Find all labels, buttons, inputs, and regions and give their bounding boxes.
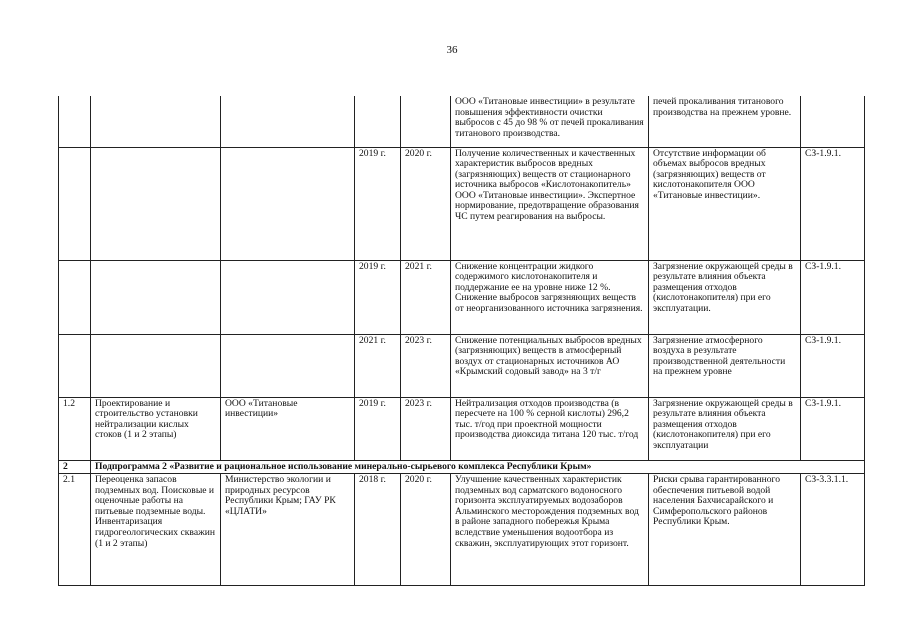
table-row: [59, 260, 865, 334]
cell-end: 2023 г.: [401, 397, 451, 460]
cell-risk: Загрязнение атмосферного воздуха в результате производственной деятельности на прежнем уровне: [649, 334, 801, 397]
cell-end: 2021 г.: [401, 260, 451, 334]
page-number: 36: [446, 44, 458, 56]
subprogram-row: [59, 460, 865, 474]
cell-executor: ООО «Титановые инвестиции»: [221, 397, 355, 460]
cell-risk: Риски срыва гарантированного обеспечения питьевой водой населения Бахчисарайского и Симферопольского районов Республики Крым.: [649, 474, 801, 586]
cell-num: [59, 334, 91, 397]
cell-start: [355, 96, 401, 147]
cell-code: СЗ-1.9.1.: [801, 334, 865, 397]
cell-name: [91, 260, 221, 334]
cell-num: [59, 260, 91, 334]
cell-executor: Министерство экологии и природных ресурсов Республики Крым; ГАУ РК «ЦЛАТИ»: [221, 474, 355, 586]
table-row: [59, 334, 865, 397]
cell-start: 2019 г.: [355, 260, 401, 334]
cell-result: Получение количественных и качественных характеристик выбросов вредных (загрязняющих) веществ от стационарного источника выбросов «Кислотонакопитель» ООО «Титановые инвестиции». Экспертное нормирование, предотвращение образования ЧС путем реагирования на выбросы.: [451, 147, 649, 260]
table-row: [59, 96, 865, 147]
cell-executor: [221, 96, 355, 147]
table-row: [59, 397, 865, 460]
subprogram-num: 2: [59, 460, 91, 474]
table-row: [59, 147, 865, 260]
cell-start: 2019 г.: [355, 147, 401, 260]
cell-end: 2020 г.: [401, 147, 451, 260]
cell-risk: печей прокаливания титанового производства на прежнем уровне.: [649, 96, 801, 147]
cell-name: [91, 334, 221, 397]
table-row: [59, 474, 865, 586]
cell-name: Переоценка запасов подземных вод. Поисковые и оценочные работы на питьевые подземные воды. Инвентаризация гидрогеологических скважин (1 и 2 этапы): [91, 474, 221, 586]
cell-executor: [221, 260, 355, 334]
cell-name: Проектирование и строительство установки нейтрализации кислых стоков (1 и 2 этапы): [91, 397, 221, 460]
cell-risk: Загрязнение окружающей среды в результате влияния объекта размещения отходов (кислотонакопителя) при его эксплуатации.: [649, 260, 801, 334]
cell-start: 2019 г.: [355, 397, 401, 460]
cell-start: 2018 г.: [355, 474, 401, 586]
cell-code: СЗ-1.9.1.: [801, 260, 865, 334]
cell-result: ООО «Титановые инвестиции» в результате повышения эффективности очистки выбросов с 45 до 98 % от печей прокаливания титанового производства.: [451, 96, 649, 147]
cell-risk: Отсутствие информации об объемах выбросов вредных (загрязняющих) веществ от кислотонакопителя ООО «Титановые инвестиции».: [649, 147, 801, 260]
cell-num: [59, 96, 91, 147]
cell-code: СЗ-1.9.1.: [801, 147, 865, 260]
cell-code: [801, 96, 865, 147]
cell-num: 1.2: [59, 397, 91, 460]
measures-table: [58, 96, 865, 586]
cell-num: [59, 147, 91, 260]
cell-start: 2021 г.: [355, 334, 401, 397]
cell-code: СЗ-3.3.1.1.: [801, 474, 865, 586]
cell-risk: Загрязнение окружающей среды в результате влияния объекта размещения отходов (кислотонакопителя) при его эксплуатации: [649, 397, 801, 460]
cell-result: Снижение концентрации жидкого содержимого кислотонакопителя и поддержание ее на уровне ниже 12 %. Снижение выбросов загрязняющих веществ от неорганизованного источника загрязнения.: [451, 260, 649, 334]
subprogram-title: Подпрограмма 2 «Развитие и рациональное использование минерально-сырьевого комплекса Республики Крым»: [91, 460, 865, 474]
cell-result: Нейтрализация отходов производства (в пересчете на 100 % серной кислоты) 296,2 тыс. т/год при проектной мощности производства диоксида титана 120 тыс. т/год: [451, 397, 649, 460]
cell-name: [91, 147, 221, 260]
cell-executor: [221, 334, 355, 397]
cell-result: Снижение потенциальных выбросов вредных (загрязняющих) веществ в атмосферный воздух от стационарных источников АО «Крымский содовый завод» на 3 т/г: [451, 334, 649, 397]
cell-executor: [221, 147, 355, 260]
cell-end: 2020 г.: [401, 474, 451, 586]
cell-code: СЗ-1.9.1.: [801, 397, 865, 460]
cell-num: 2.1: [59, 474, 91, 586]
cell-end: 2023 г.: [401, 334, 451, 397]
cell-name: [91, 96, 221, 147]
cell-end: [401, 96, 451, 147]
cell-result: Улучшение качественных характеристик подземных вод сарматского водоносного горизонта эксплуатируемых водозаборов Альминского месторождения подземных вод в районе западного побережья Крыма вследствие уменьшения водоотбора из скважин, эксплуатирующих этот горизонт.: [451, 474, 649, 586]
